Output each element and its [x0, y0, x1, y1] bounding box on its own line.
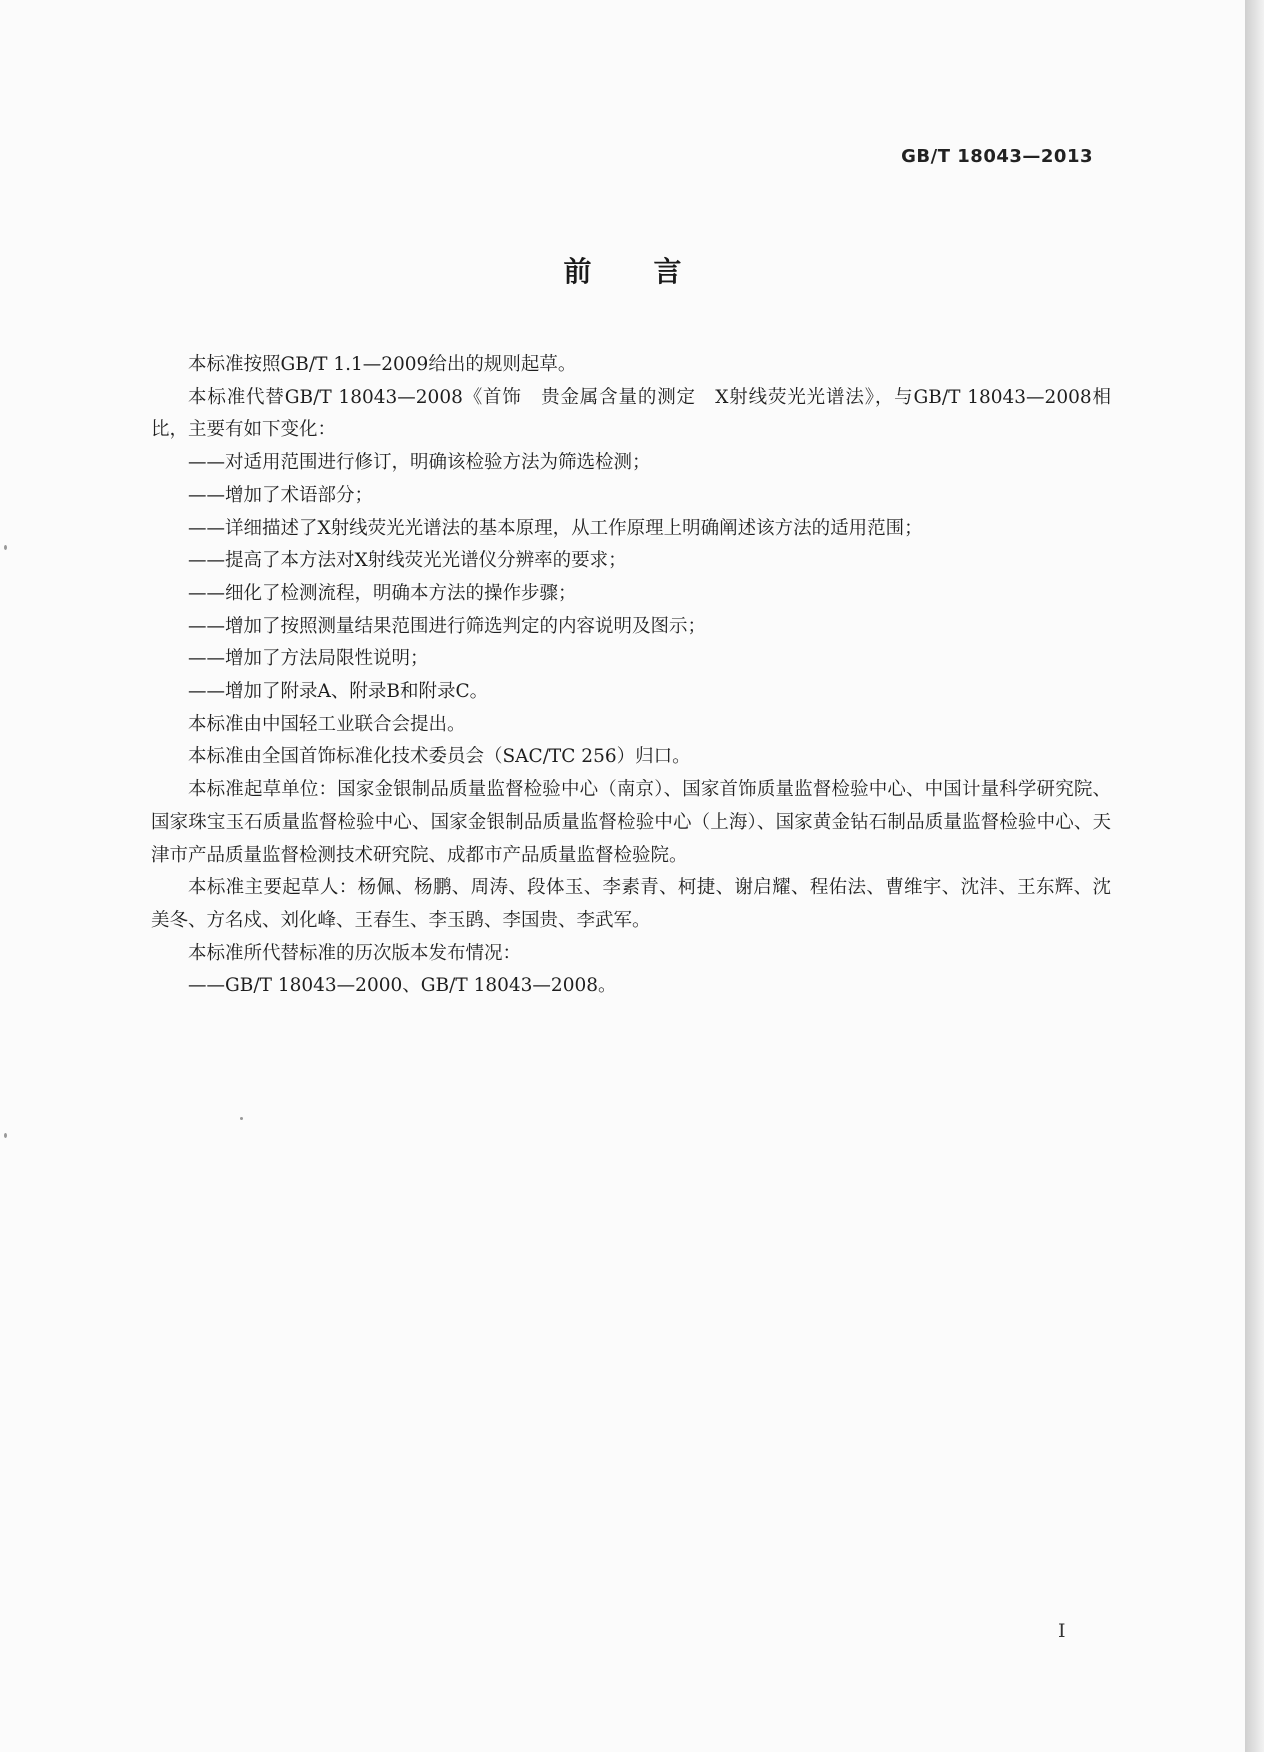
- list-item: ——GB/T 18043—2000、GB/T 18043—2008。: [188, 975, 617, 997]
- list-item: ——细化了检测流程，明确本方法的操作步骤；: [188, 582, 577, 604]
- list-item: ——对适用范围进行修订，明确该检验方法为筛选检测；: [188, 452, 651, 474]
- paragraph-replacement: 本标准代替GB/T 18043—2008《首饰 贵金属含量的测定 X射线荧光光谱法》，与GB/T 18043—2008相比，主要有如下变化：: [151, 386, 1111, 441]
- scan-speck: [240, 1117, 243, 1120]
- foreword-body: [151, 349, 1111, 1003]
- standard-code: GB/T 18043—2013: [901, 146, 1093, 167]
- list-item: ——详细描述了X射线荧光光谱法的基本原理，从工作原理上明确阐述该方法的适用范围；: [188, 517, 923, 539]
- page-number: I: [1058, 1620, 1066, 1642]
- paragraph-committee: 本标准由全国首饰标准化技术委员会（SAC/TC 256）归口。: [188, 746, 691, 768]
- changes-list: [151, 447, 1111, 709]
- list-item: ——增加了方法局限性说明；: [188, 648, 429, 670]
- paragraph-drafters: 本标准主要起草人：杨佩、杨鹏、周涛、段体玉、李素青、柯捷、谢启耀、程佑法、曹维宇、沈沣、王东辉、沈美冬、方名戍、刘化峰、王春生、李玉鹍、李国贵、李武军。: [151, 877, 1111, 931]
- scan-speck: [4, 545, 7, 550]
- list-item: ——增加了术语部分；: [188, 484, 374, 506]
- history-list: [151, 970, 1111, 1003]
- paragraph-drafting-rules: 本标准按照GB/T 1.1—2009给出的规则起草。: [188, 354, 577, 375]
- list-item: ——提高了本方法对X射线荧光光谱仪分辨率的要求；: [188, 550, 627, 572]
- list-item: ——增加了附录A、附录B和附录C。: [188, 681, 489, 703]
- paragraph-history-intro: 本标准所代替标准的历次版本发布情况：: [188, 942, 522, 964]
- page-title: 前言: [563, 255, 744, 288]
- page-edge-shadow: [1245, 0, 1264, 1752]
- paragraph-drafting-units: 本标准起草单位：国家金银制品质量监督检验中心（南京）、国家首饰质量监督检验中心、中国计量科学研究院、国家珠宝玉石质量监督检验中心、国家金银制品质量监督检验中心（上海）、国家黄金钻石制品质量监督检验中心、天津市产品质量监督检测技术研究院、成都市产品质量监督检验院。: [151, 779, 1111, 866]
- paragraph-proposer: 本标准由中国轻工业联合会提出。: [188, 713, 466, 735]
- list-item: ——增加了按照测量结果范围进行筛选判定的内容说明及图示；: [188, 615, 707, 637]
- scan-speck: [4, 1133, 7, 1138]
